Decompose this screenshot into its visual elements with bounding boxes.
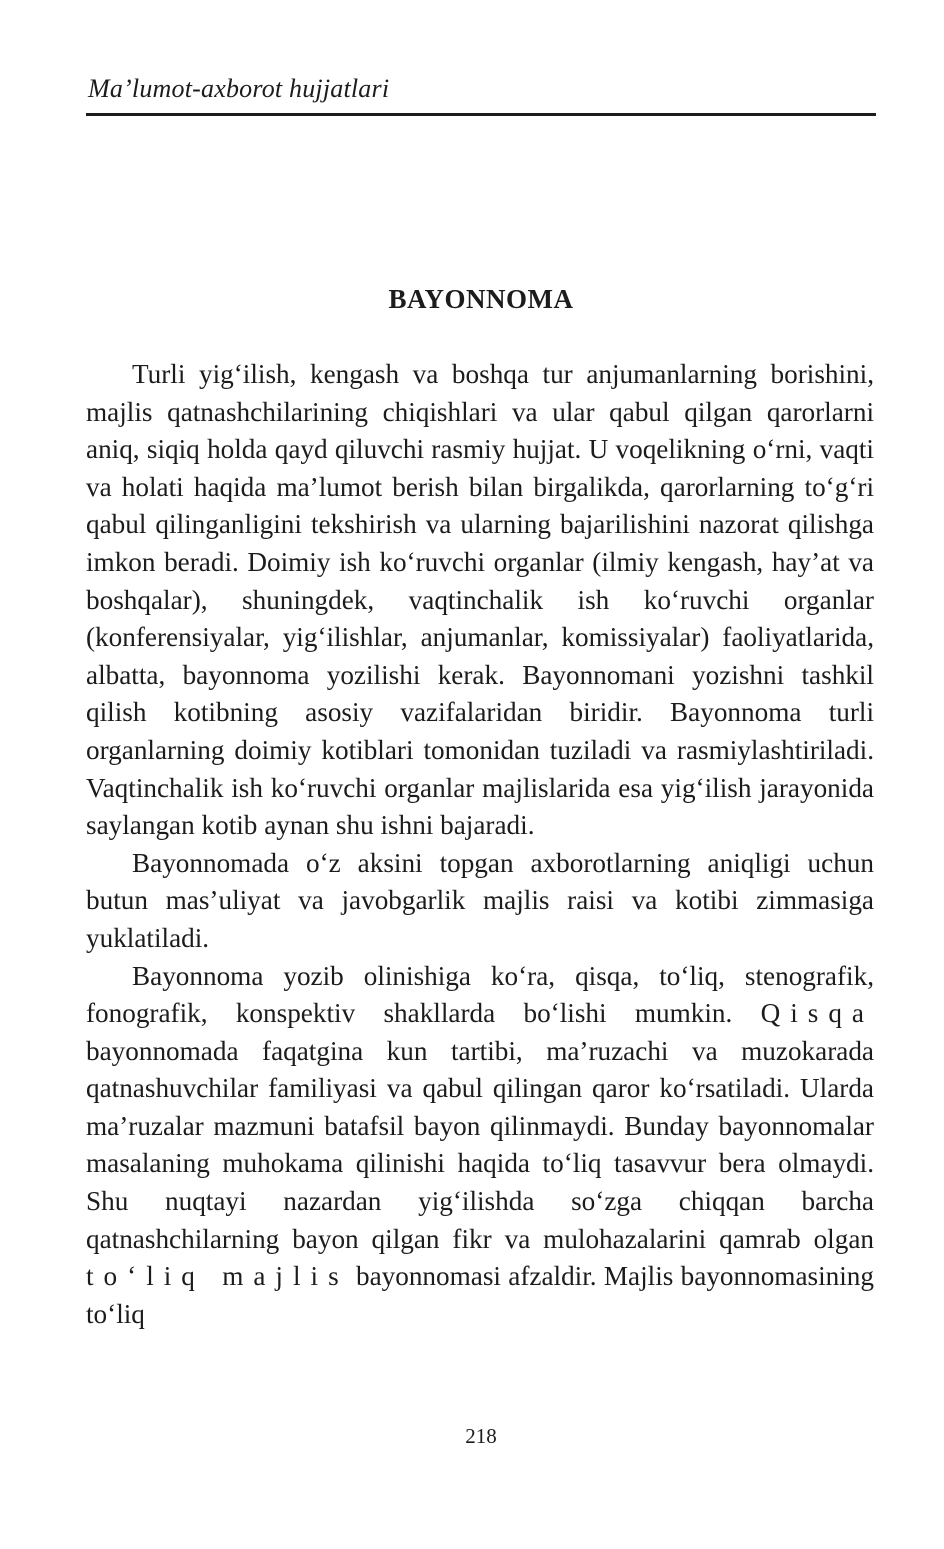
paragraph-3-text-b: bayonnomada faqatgina kun tartibi, ma’ruzachi va muzokarada qatnashuvchilar familiyasi va qabul qilingan qaror ko‘rsatiladi. Ularda ma’ruzalar mazmuni batafsil bayon qilinmaydi. Bunday bayonnomalar masalaning muhokama qilinishi haqida to‘liq tasavvur bera olmaydi. Shu nuqtayi nazardan yig‘ilishda so‘zga chiqqan barcha qatnashchilarning bayon qilgan fikr va mulohazalarini qamrab olgan [86,1035,874,1254]
paragraph-2: Bayonnomada o‘z aksini topgan axborotlarning aniqligi uchun butun mas’uliyat va javobgarlik majlis raisi va kotibi zimmasiga yuklatiladi. [86,847,874,953]
header-divider [86,113,876,116]
body-text [86,356,874,1333]
paragraph-1: Turli yig‘ilish, kengash va boshqa tur anjumanlarning borishini, majlis qatnashchilarining chiqishlari va ular qabul qilgan qarorlarni aniq, siqiq holda qayd qiluvchi rasmiy hujjat. U voqelikning o‘rni, vaqti va holati haqida ma’lumot berish bilan birgalikda, qarorlarning to‘g‘ri qabul qilinganligini tekshirish va ularning bajarilishini nazorat qilishga imkon beradi. Doimiy ish ko‘ruvchi organlar (ilmiy kengash, hay’at va boshqalar), shuningdek, vaqtinchalik ish ko‘ruvchi organlar (konferensiyalar, yig‘ilishlar, anjumanlar, komissiyalar) faoliyatlarida, albatta, bayonnoma yozilishi kerak. Bayonnomani yozishni tashkil qilish kotibning asosiy vazifalaridan biridir. Bayonnoma turli organlarning doimiy kotiblari tomonidan tuziladi va rasmiylashtiriladi. Vaqtinchalik ish ko‘ruvchi organlar majlislarida esa yig‘ilish jarayonida saylangan kotib aynan shu ishni bajaradi. [86,359,874,841]
running-header-title: Ma’lumot-axborot hujjatlari [88,74,390,103]
page-number: 218 [465,1424,497,1448]
term-toliq-majlis: to‘liq majlis [86,1261,349,1292]
paragraph-3-text-a: Bayonnoma yozib olinishiga ko‘ra, qisqa, to‘liq, stenografik, fonografik, konspektiv shakllarda bo‘lishi mumkin. [86,960,874,1029]
term-qisqa: Qisqa [760,998,874,1029]
paragraph-3 [86,958,874,1334]
paragraph-3-text-c: bayonnomasi afzaldir. Majlis bayonnomasining to‘liq [86,1261,874,1329]
section-title: BAYONNOMA [388,284,574,314]
